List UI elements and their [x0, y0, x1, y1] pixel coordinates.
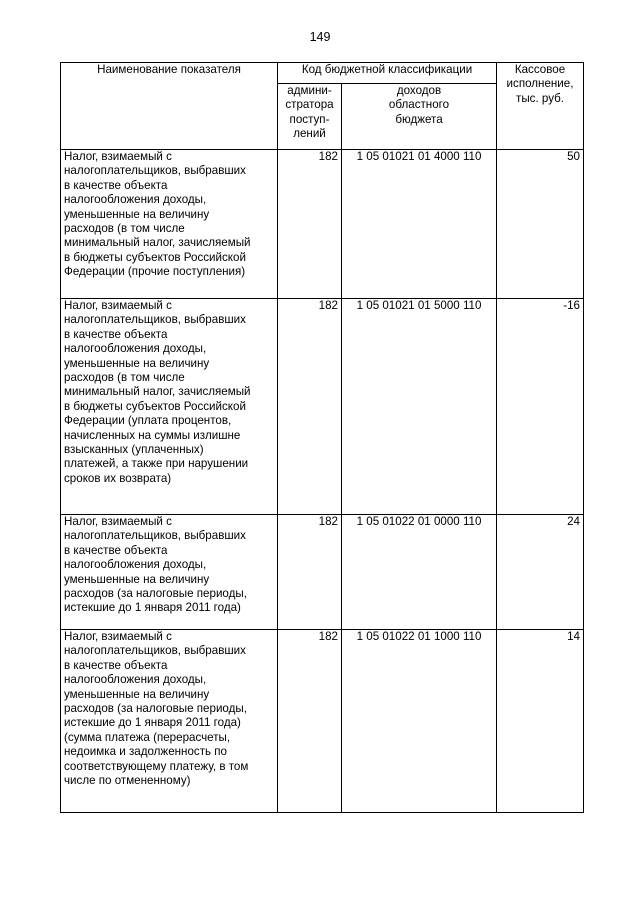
header-row-1: [61, 63, 584, 84]
table-row: [61, 515, 584, 630]
row-income-code: 1 05 01022 01 0000 110: [342, 515, 497, 630]
row-administrator-code: 182: [278, 150, 342, 299]
table-row: [61, 299, 584, 515]
table-row: [61, 150, 584, 299]
row-administrator-code: 182: [278, 299, 342, 515]
row-indicator-name: Налог, взимаемый с налогоплательщиков, выбравших в качестве объекта налогообложения доходы, уменьшенные на величину расходов (за налоговые периоды, истекшие до 1 января 2011 года): [61, 515, 278, 630]
budget-table: [60, 62, 584, 813]
row-execution-value: 50: [497, 150, 584, 299]
table-row: [61, 630, 584, 813]
row-administrator-code: 182: [278, 630, 342, 813]
row-income-code: 1 05 01021 01 5000 110: [342, 299, 497, 515]
row-administrator-code: 182: [278, 515, 342, 630]
row-execution-value: 14: [497, 630, 584, 813]
page-number: 149: [309, 30, 331, 44]
row-indicator-name: Налог, взимаемый с налогоплательщиков, выбравших в качестве объекта налогообложения доходы, уменьшенные на величину расходов (в том числе минимальный налог, зачисляемый в бюджеты субъектов Российской Федерации (уплата процентов, начисленных на суммы излишне взысканных (уплаченных) платежей, а также при нарушении сроков их возврата): [61, 299, 278, 515]
row-indicator-name: Налог, взимаемый с налогоплательщиков, выбравших в качестве объекта налогообложения доходы, уменьшенные на величину расходов (в том числе минимальный налог, зачисляемый в бюджеты субъектов Российской Федерации (прочие поступления): [61, 150, 278, 299]
header-indicator-name: Наименование показателя: [61, 63, 278, 150]
row-execution-value: -16: [497, 299, 584, 515]
row-execution-value: 24: [497, 515, 584, 630]
row-income-code: 1 05 01021 01 4000 110: [342, 150, 497, 299]
header-cash-execution: Кассовое исполнение, тыс. руб.: [497, 63, 584, 150]
row-income-code: 1 05 01022 01 1000 110: [342, 630, 497, 813]
header-regional-income: доходов областного бюджета: [342, 84, 497, 150]
header-administrator: админи- стратора поступ- лений: [278, 84, 342, 150]
header-classification-code: Код бюджетной классификации: [278, 63, 497, 84]
row-indicator-name: Налог, взимаемый с налогоплательщиков, выбравших в качестве объекта налогообложения доходы, уменьшенные на величину расходов (за налоговые периоды, истекшие до 1 января 2011 года) (сумма платежа (перерасчеты, недоимка и задолженность по соответствующему платежу, в том числе по отмененному): [61, 630, 278, 813]
